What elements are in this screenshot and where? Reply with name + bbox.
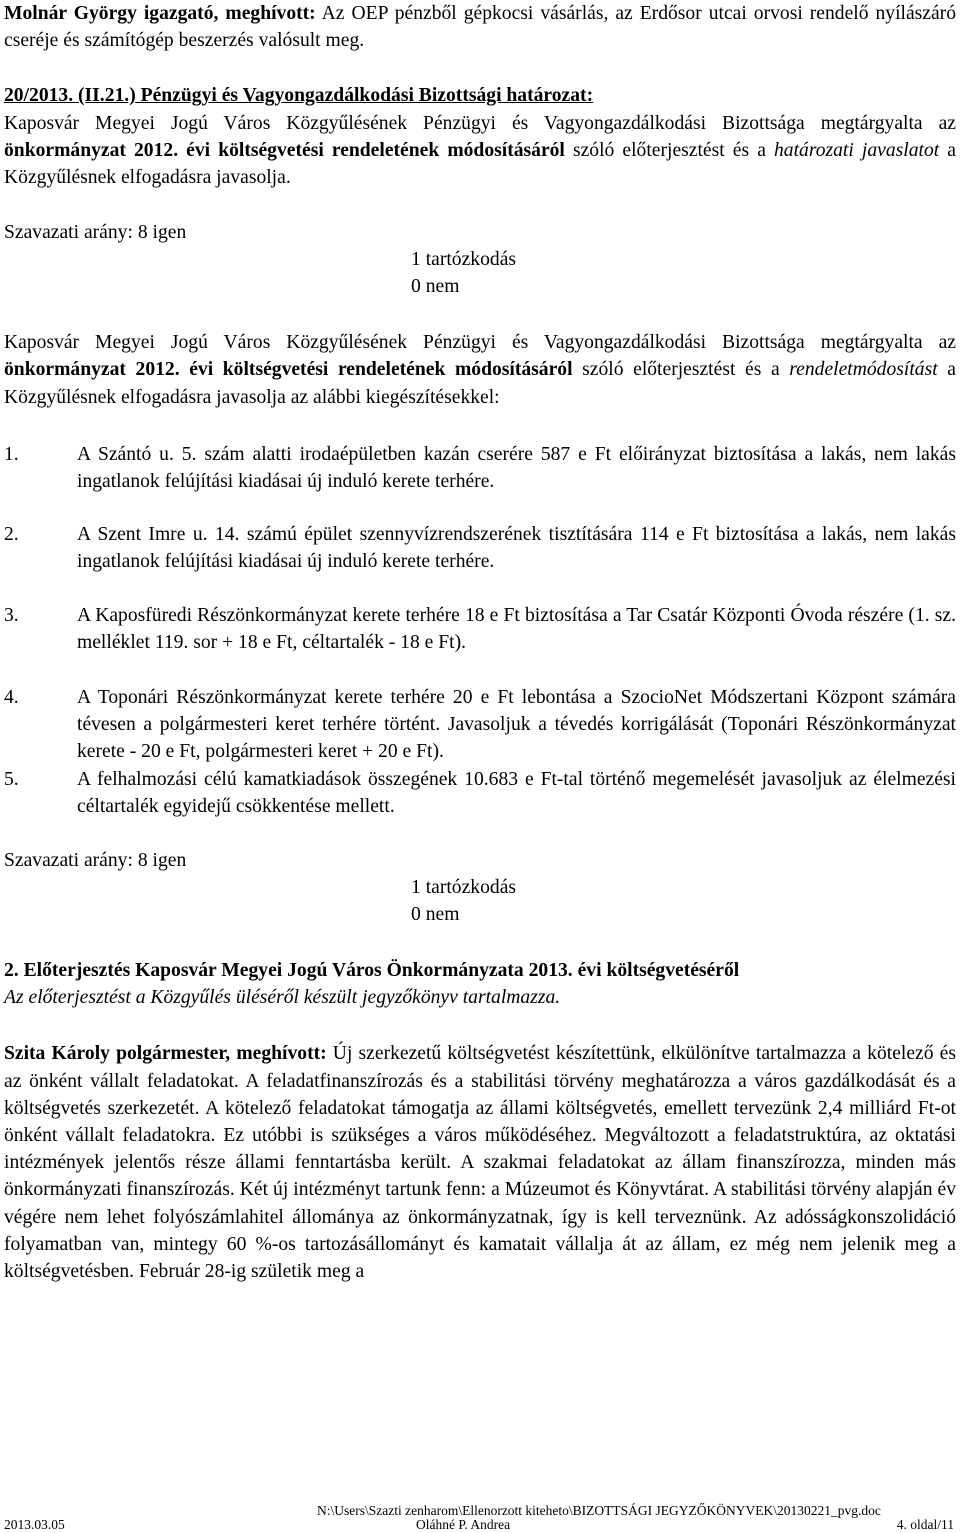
vote1-no: 0 nem	[411, 276, 460, 298]
document-page	[4, 0, 956, 1285]
resolution-heading: 20/2013. (II.21.) Pénzügyi és Vagyongazdálkodási Bizottsági határozat:	[4, 85, 594, 107]
resolution1-part-c: szóló előterjesztést és a	[564, 139, 774, 161]
list-item-number: 3.	[4, 604, 19, 626]
szita-text: Új szerkezetű költségvetést készítettünk, elkülönítve tartalmazza a kötelező és az önként vállalt feladatokat. A feladatfinanszírozás és a stabilitási törvény meghatározza a város gazdálkodását és a költségvetés szerkezetét. A kötelező feladatokat támogatja az állami költségvetés, emellett tervezünk 2,4 milliárd Ft-ot önként vállalt feladatokra. Ez utóbbi is szükséges a város működéséhez. Megváltozott a feladatstruktúra, az oktatási intézmények jelentős része állami fenntartásba került. A szakmai feladatokat az állam finanszírozza, minden más önkormányzati finanszírozás. Két új intézményt tartunk fenn: a Múzeumot és Könyvtárat. A stabilitási törvény alapján év végére nem lehet folyószámlahitel állománya az önkormányzatnak, így is kell terveznünk. Az adósságkonszolidáció folyamatban van, mintegy 60 %-os tartozásállományt és kamatait vállalja át az állam, ez még nem jelenik meg a költségvetésben. Február 28-ig születik meg a	[4, 1043, 956, 1283]
resolution2-object: rendeletmódosítást	[789, 359, 938, 381]
list-item	[4, 441, 956, 495]
page-footer	[0, 1504, 960, 1533]
vote1-label: Szavazati arány: 8 igen	[4, 222, 187, 244]
list-item-number: 1.	[4, 443, 19, 465]
list-item	[4, 766, 956, 820]
vote-block-2	[4, 847, 956, 929]
resolution1-subject: önkormányzat 2012. évi költségvetési rendeletének módosításáról	[4, 139, 565, 161]
list-item-text: A felhalmozási célú kamatkiadások összegének 10.683 e Ft-tal történő megemelését javasoljuk az élelmezési céltartalék egyidejű csökkentése mellett.	[77, 768, 956, 817]
vote2-no: 0 nem	[411, 904, 460, 926]
vote1-abstain: 1 tartózkodás	[411, 249, 517, 271]
vote2-abstain: 1 tartózkodás	[411, 877, 517, 899]
list-item-text: A Toponári Részönkormányzat kerete terhére 20 e Ft lebontása a SzocioNet Módszertani Központ számára tévesen a polgármesteri keret terhére történt. Javasoljuk a tévedés korrigálását (Toponári Részönkormányzat kerete - 20 e Ft, polgármesteri keret + 20 e Ft).	[77, 687, 956, 763]
footer-file-path: N:\Users\Szazti zenharom\Ellenorzott kiteheto\BIZOTTSÁGI JEGYZŐKÖNYVEK\20130221_pvg.doc	[317, 1503, 881, 1518]
footer-author: Oláhné P. Andrea	[416, 1517, 511, 1532]
footer-page-number: 4. oldal/11	[896, 1517, 954, 1532]
intro-speaker: Molnár György igazgató, meghívott:	[4, 3, 316, 24]
intro-text: Az OEP pénzből gépkocsi vásárlás, az Erdősor utcai orvosi rendelő nyílászáró cseréje és számítógép beszerzés valósult meg.	[4, 3, 957, 52]
resolution1-object: határozati javaslatot	[773, 139, 940, 161]
vote-block-1	[4, 219, 956, 301]
section2-heading: 2. Előterjesztés Kaposvár Megyei Jogú Város Önkormányzata 2013. évi költségvetéséről	[4, 960, 740, 982]
list-item-number: 4.	[4, 687, 19, 709]
list-item-number: 5.	[4, 768, 19, 790]
resolution2-subject: önkormányzat 2012. évi költségvetési rendeletének módosításáról	[4, 359, 573, 381]
resolution2-paragraph	[4, 329, 956, 411]
amendment-list	[4, 441, 956, 820]
list-item-text: A Szent Imre u. 14. számú épület szennyvízrendszerének tisztítására 114 e Ft biztosítása a lakás, nem lakás ingatlanok felújítási kiadásai új induló kerete terhére.	[77, 524, 956, 573]
list-item-number: 2.	[4, 524, 19, 546]
resolution1-paragraph	[4, 110, 956, 192]
section2-note: Az előterjesztést a Közgyűlés üléséről készült jegyzőkönyv tartalmazza.	[4, 987, 561, 1009]
resolution2-part-a: Kaposvár Megyei Jogú Város Közgyűlésének Pénzügyi és Vagyongazdálkodási Bizottsága megtárgyalta az	[4, 332, 956, 354]
list-item	[4, 602, 956, 656]
vote2-label: Szavazati arány: 8 igen	[4, 850, 187, 872]
resolution2-part-c: szóló előterjesztést és a	[572, 359, 790, 381]
list-item	[4, 521, 956, 575]
intro-paragraph	[4, 0, 956, 54]
resolution1-part-e: a Közgyűlésnek elfogadásra javasolja.	[4, 139, 956, 189]
list-item-text: A Szántó u. 5. szám alatti irodaépületben kazán cserére 587 e Ft előirányzat biztosítása a lakás, nem lakás ingatlanok felújítási kiadásai új induló kerete terhére.	[77, 443, 956, 493]
resolution1-part-a: Kaposvár Megyei Jogú Város Közgyűlésének Pénzügyi és Vagyongazdálkodási Bizottsága megtárgyalta az	[4, 112, 956, 134]
resolution2-part-e: a Közgyűlésnek elfogadásra javasolja az alábbi kiegészítésekkel:	[4, 359, 956, 408]
footer-date: 2013.03.05	[4, 1517, 65, 1532]
list-item	[4, 684, 956, 766]
szita-paragraph	[4, 1040, 956, 1285]
list-item-text: A Kaposfüredi Részönkormányzat kerete terhére 18 e Ft biztosítása a Tar Csatár Központi Óvoda részére (1. sz. melléklet 119. sor + 18 e Ft, céltartalék - 18 e Ft).	[77, 604, 956, 653]
szita-speaker: Szita Károly polgármester, meghívott:	[4, 1043, 327, 1065]
